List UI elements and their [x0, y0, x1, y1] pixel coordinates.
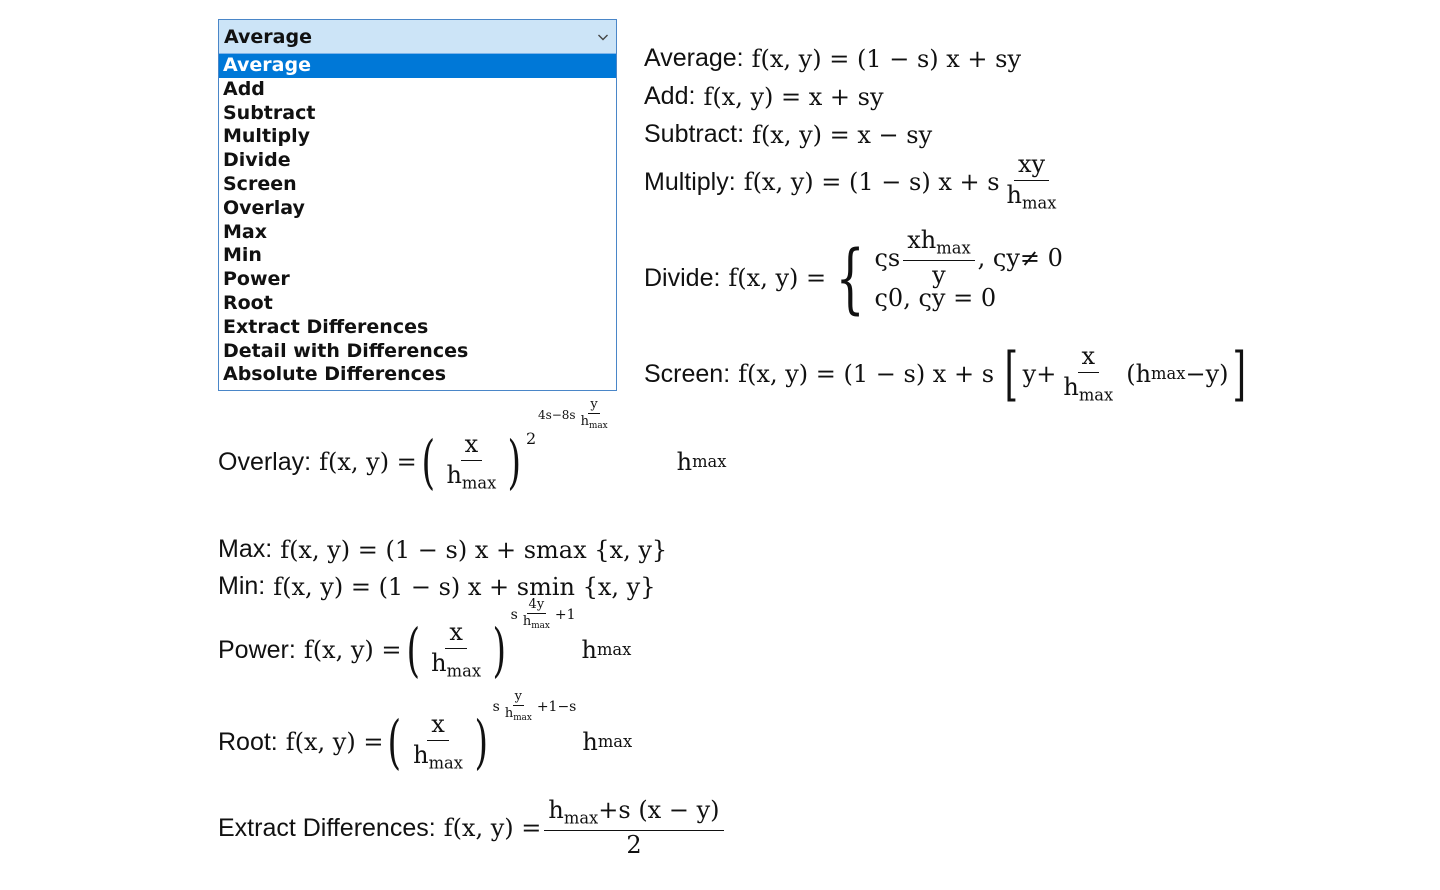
formula-label: Add: [644, 82, 696, 110]
left-paren: ( [421, 428, 435, 496]
formula-label: Average: [644, 44, 744, 72]
dropdown-option-power[interactable]: Power [223, 268, 290, 291]
dropdown-selected-value[interactable] [219, 20, 616, 54]
exp-denominator [503, 706, 534, 723]
den-base: h [1063, 373, 1079, 402]
den-subscript: max [446, 661, 482, 681]
dropdown-option-extract-differences[interactable]: Extract Differences [223, 315, 429, 338]
denominator [427, 649, 485, 680]
formula-label: Root: [218, 727, 278, 756]
formula-label: Min: [218, 572, 266, 600]
formula-multiply [644, 152, 1063, 212]
formula-label: Max: [218, 535, 273, 563]
dropdown-option-root[interactable]: Root [223, 291, 273, 314]
formula-expression: f(x, y) = (1 − s) x + smin {x, y} [273, 572, 656, 601]
formula-expression [319, 397, 727, 496]
denominator [442, 461, 500, 492]
exp-den-subscript: max [588, 420, 608, 431]
left-brace: { [835, 233, 865, 322]
denominator [409, 741, 467, 772]
exp-den-subscript: max [513, 712, 532, 723]
formula-divide [644, 226, 1063, 322]
formula-min [218, 574, 656, 599]
den-subscript: max [1078, 385, 1114, 405]
dropdown-option-absolute-differences[interactable]: Absolute Differences [223, 363, 447, 386]
fraction [544, 798, 723, 858]
formula-add [644, 84, 884, 109]
formula-expression: f(x, y) = x + sy [703, 82, 884, 111]
formula-lhs: f(x, y) = [728, 264, 827, 292]
dropdown-option-detail-with-differences[interactable]: Detail with Differences [223, 339, 469, 362]
formula-label: Subtract: [644, 120, 745, 148]
formula-label: Overlay: [218, 447, 312, 476]
numerator: x [461, 432, 483, 461]
tail-base: h [676, 448, 693, 476]
formula-average [644, 46, 1021, 71]
inner-prefix: y+ [1022, 360, 1057, 388]
case-1 [874, 226, 1063, 289]
den-subscript: max [428, 753, 463, 773]
numerator: xy [1014, 152, 1049, 181]
exp-denominator [521, 614, 552, 631]
num-base: h [548, 796, 564, 824]
exp-prefix: 4s−8s [537, 407, 576, 422]
formula-expression [738, 340, 1251, 408]
dropdown-option-max[interactable]: Max [223, 220, 267, 243]
right-paren: ) [474, 708, 489, 776]
den-subscript: max [461, 473, 497, 493]
fraction [442, 432, 500, 492]
exponent [526, 398, 613, 447]
formula-overlay [218, 397, 727, 496]
numerator [544, 798, 723, 831]
exp-numerator: y [514, 689, 522, 704]
dropdown-option-divide[interactable]: Divide [223, 149, 291, 172]
tail-base: h [582, 728, 598, 756]
right-paren: ) [507, 428, 522, 496]
chevron-down-icon[interactable] [597, 31, 609, 43]
fraction [1003, 152, 1061, 212]
formula-expression [303, 597, 632, 684]
formula-label: Multiply: [644, 167, 736, 196]
formula-power [218, 597, 632, 684]
numerator: x [1078, 344, 1100, 373]
formula-lhs: f(x, y) = (1 − s) x + s [738, 360, 995, 388]
exp-den-subscript: max [531, 620, 550, 631]
left-paren: ( [387, 708, 402, 776]
dropdown-option-add[interactable]: Add [223, 77, 265, 100]
numerator: x [445, 620, 467, 649]
dropdown-option-overlay[interactable]: Overlay [223, 196, 305, 219]
den-subscript: max [1022, 193, 1057, 213]
dropdown-option-subtract[interactable]: Subtract [223, 101, 316, 124]
dropdown-option-screen[interactable]: Screen [223, 172, 297, 195]
exp-prefix: s [492, 698, 500, 715]
exp-fraction [503, 690, 534, 723]
tail-subscript: max [597, 731, 633, 751]
formula-label: Power: [218, 635, 296, 664]
tail-subscript: max [596, 639, 632, 659]
denominator [1003, 181, 1061, 212]
denominator: 2 [626, 830, 642, 859]
formula-extract-differences [218, 798, 727, 858]
case-prefix: ςs [874, 244, 901, 272]
formula-expression [744, 152, 1064, 212]
numerator: x [427, 712, 449, 741]
num-subscript: max [936, 238, 971, 258]
piecewise-cases [874, 226, 1063, 318]
den-base: h [431, 649, 447, 678]
tail-base: h [581, 636, 597, 664]
formula-root [218, 689, 633, 776]
formula-lhs: f(x, y) = (1 − s) x + s [743, 168, 1000, 196]
formula-label: Divide: [644, 263, 721, 292]
den-base: h [446, 461, 462, 490]
formula-expression [285, 689, 633, 776]
formula-lhs: f(x, y) = [285, 728, 384, 756]
fraction [1059, 344, 1117, 404]
left-paren: ( [406, 616, 420, 684]
formula-expression: f(x, y) = (1 − s) x + smax {x, y} [280, 535, 668, 564]
exp-den-base: h [504, 705, 514, 721]
formula-subtract [644, 122, 932, 147]
exp-den-base: h [580, 413, 589, 429]
den-base: h [413, 741, 429, 770]
exp-suffix: +1−s [536, 698, 577, 715]
case-condition: , ςy≠ 0 [977, 244, 1063, 272]
case-2: ς0, ςy = 0 [874, 284, 997, 312]
formula-expression: f(x, y) = (1 − s) x + sy [751, 44, 1022, 73]
right-paren: ) [492, 616, 507, 684]
formula-max [218, 537, 667, 562]
formula-lhs: f(x, y) = [443, 814, 542, 842]
exp-fraction [521, 598, 552, 631]
dropdown-selected-label: Average [224, 25, 312, 48]
num-subscript: max [563, 808, 599, 828]
dropdown-option-min[interactable]: Min [223, 244, 262, 267]
exponent [511, 598, 576, 631]
tail-subscript: max [692, 451, 727, 471]
num-rest: +s (x − y) [598, 796, 720, 824]
exp-prefix: s [510, 606, 518, 623]
den-base: h [1006, 181, 1023, 210]
formula-label: Extract Differences: [218, 813, 436, 842]
exp-suffix: +1 [554, 606, 576, 623]
numerator [903, 228, 974, 261]
num-base: xh [907, 226, 937, 254]
exp-den-base: h [522, 613, 532, 629]
dropdown-option-average[interactable]: Average [219, 54, 616, 78]
exponent-of-exponent [538, 398, 613, 431]
dropdown-option-multiply[interactable]: Multiply [223, 125, 311, 148]
formula-expression [444, 798, 727, 858]
exp-numerator: 4y [528, 597, 545, 612]
exp-denominator [579, 414, 610, 431]
formula-screen [644, 340, 1251, 408]
formula-lhs: f(x, y) = [303, 636, 402, 664]
formula-expression [728, 226, 1063, 322]
tail-subscript: max [1151, 363, 1186, 383]
fraction [409, 712, 467, 772]
dropdown-options-list [219, 54, 616, 387]
tail-close: −y) [1185, 360, 1229, 388]
exp-numerator: y [590, 397, 598, 412]
formula-label: Screen: [644, 359, 731, 388]
tail-open: (h [1126, 360, 1152, 388]
blend-mode-dropdown[interactable] [218, 19, 617, 391]
left-bracket: [ [1004, 340, 1019, 408]
denominator [1059, 373, 1117, 404]
formula-lhs: f(x, y) = [319, 448, 417, 476]
denominator: y [932, 260, 946, 289]
right-bracket: ] [1233, 340, 1247, 408]
formula-expression: f(x, y) = x − sy [752, 120, 933, 149]
exp-base: 2 [525, 429, 537, 449]
exponent [493, 690, 577, 723]
exp-fraction [579, 398, 610, 431]
fraction [427, 620, 485, 680]
